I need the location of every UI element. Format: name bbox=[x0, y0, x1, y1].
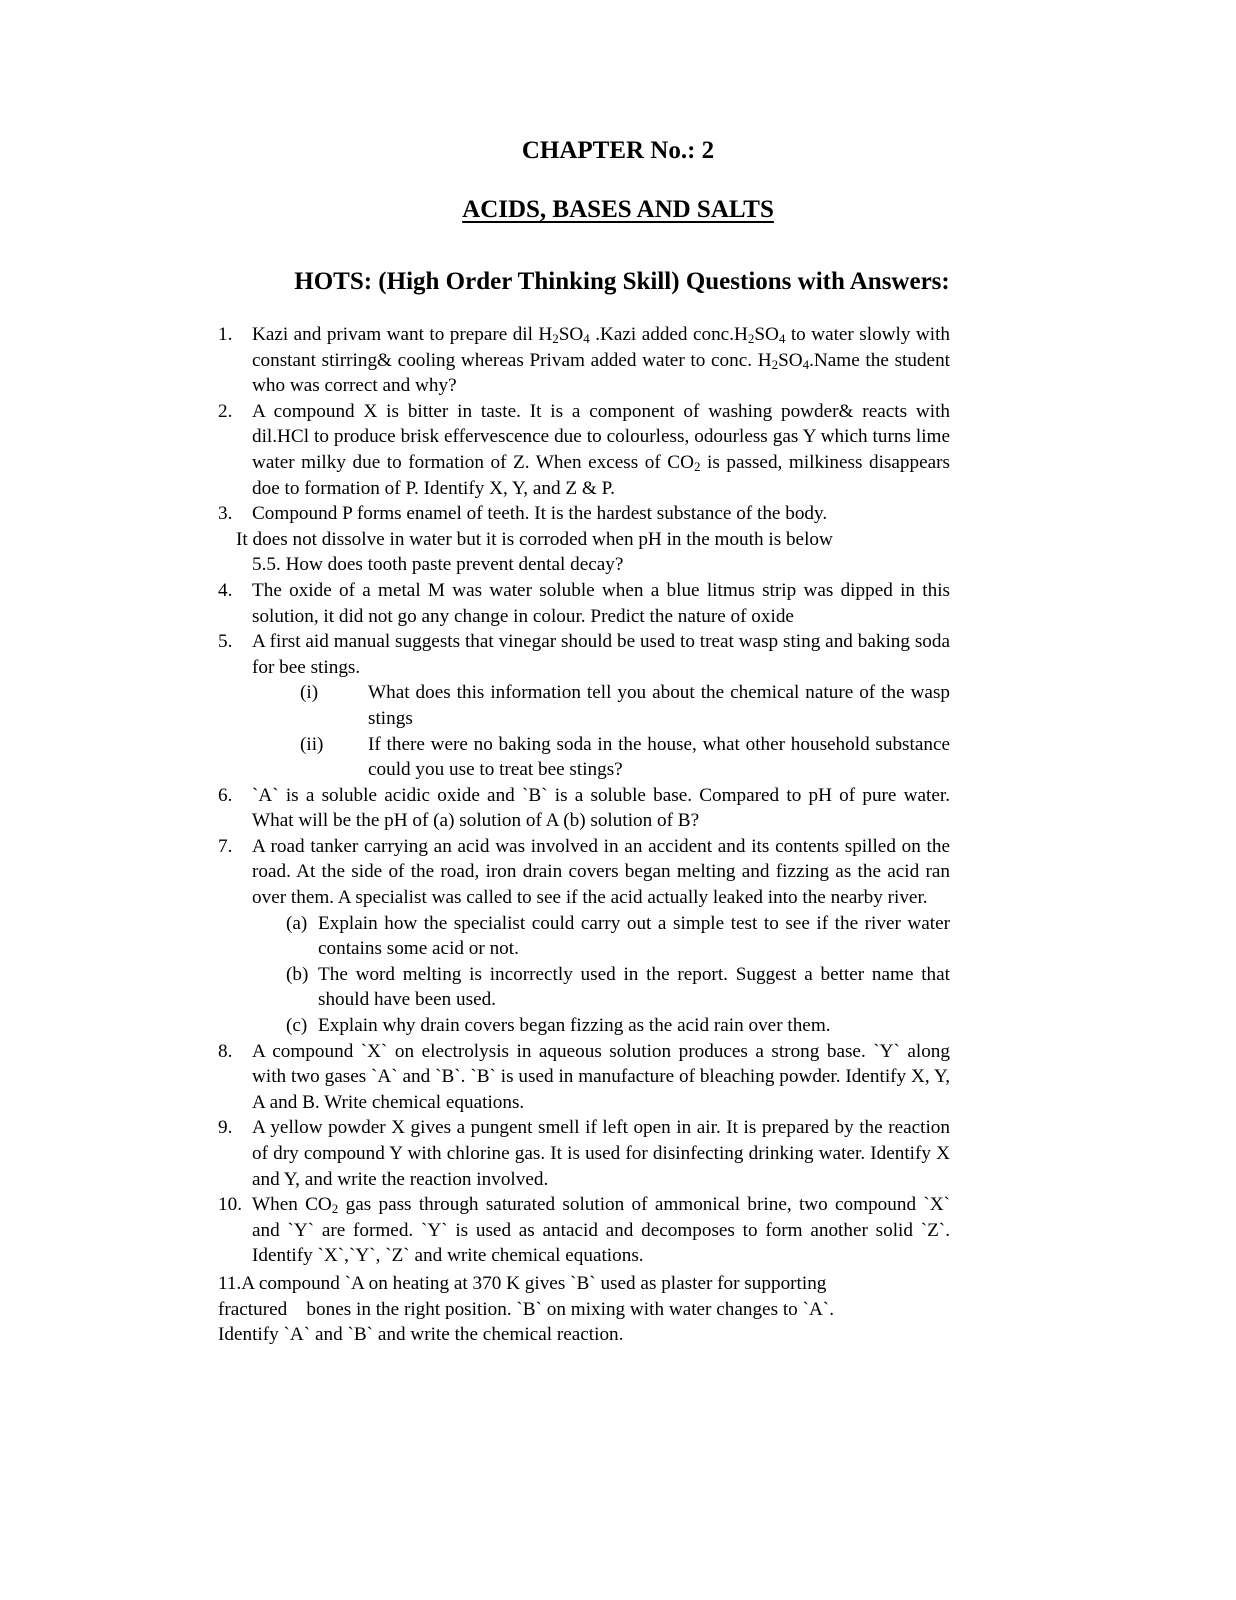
question-number: 3. bbox=[218, 503, 233, 525]
chapter-heading: CHAPTER No.: 2 bbox=[521, 137, 715, 164]
question-text: .Kazi added conc.H bbox=[589, 324, 748, 345]
question-5-part-i bbox=[218, 680, 950, 731]
question-1 bbox=[218, 322, 950, 399]
question-text-line: 5.5. How does tooth paste prevent dental decay? bbox=[252, 554, 624, 576]
question-number: 10. bbox=[218, 1194, 242, 1216]
question-number: 1. bbox=[218, 324, 233, 345]
question-text: A road tanker carrying an acid was involved in an accident and its contents spilled on the road. At the side of the road, iron drain covers began melting and fizzing as the acid ran over them. A specialist was called to see if the acid actually leaked into the nearby river. bbox=[252, 835, 950, 909]
question-text: SO bbox=[754, 324, 779, 345]
question-number: 8. bbox=[218, 1040, 233, 1062]
question-text-line: Compound P forms enamel of teeth. It is the hardest substance of the body. bbox=[252, 503, 828, 525]
subscript: 2 bbox=[552, 331, 559, 346]
question-2 bbox=[218, 399, 950, 501]
topic-title: ACIDS, BASES AND SALTS bbox=[462, 196, 774, 223]
question-text: `A` is a soluble acidic oxide and `B` is a soluble base. Compared to pH of pure water. What will be the pH of (a) solution of A (b) solution of B? bbox=[252, 784, 950, 832]
subscript: 2 bbox=[331, 1201, 339, 1217]
question-4 bbox=[218, 578, 950, 629]
question-text-line: Identify `A` and `B` and write the chemical reaction. bbox=[218, 1324, 624, 1346]
question-number: 5. bbox=[218, 631, 233, 653]
part-number: (a) bbox=[286, 912, 308, 934]
part-number: (i) bbox=[300, 682, 319, 704]
question-7-part-b bbox=[218, 962, 950, 1013]
question-number: 9. bbox=[218, 1117, 233, 1139]
question-number: 2. bbox=[218, 400, 233, 422]
question-text: Kazi and privam want to prepare dil H bbox=[252, 324, 553, 345]
subscript: 2 bbox=[747, 331, 755, 346]
question-text-line: fractured bones in the right position. `B` on mixing with water changes to `A`. bbox=[218, 1298, 834, 1320]
part-text: Explain how the specialist could carry out a simple test to see if the river water contains some acid or not. bbox=[318, 912, 950, 960]
part-number: (c) bbox=[286, 1015, 308, 1037]
subscript: 2 bbox=[693, 458, 701, 474]
question-text: A yellow powder X gives a pungent smell if left open in air. It is prepared by the reaction of dry compound Y with chlorine gas. It is used for disinfecting drinking water. Identify X and Y, and write the reaction involved. bbox=[252, 1117, 950, 1190]
question-text: When CO bbox=[252, 1194, 332, 1216]
question-8 bbox=[218, 1039, 950, 1116]
question-7 bbox=[218, 834, 950, 911]
question-list bbox=[218, 322, 950, 1348]
question-5 bbox=[218, 629, 950, 680]
question-6 bbox=[218, 783, 950, 834]
part-number: (ii) bbox=[300, 733, 324, 755]
question-text: A first aid manual suggests that vinegar should be used to treat wasp sting and baking soda for bee stings. bbox=[252, 631, 950, 678]
question-text: SO bbox=[778, 349, 803, 371]
question-7-part-a bbox=[218, 911, 950, 962]
question-3 bbox=[218, 501, 950, 578]
question-number: 6. bbox=[218, 784, 233, 806]
question-text: to water slowly with constant stirring& cooling whereas Privam added water to conc. H bbox=[252, 324, 951, 371]
question-7-part-c bbox=[218, 1013, 950, 1039]
question-9 bbox=[218, 1115, 950, 1192]
part-text: What does this information tell you about the chemical nature of the wasp stings bbox=[368, 682, 950, 729]
subscript: 4 bbox=[778, 331, 786, 346]
question-text: gas pass through saturated solution of ammonical brine, two compound `X` and `Y` are formed. `Y` is used as antacid and decomposes to form another solid `Z`. Identify `X`,`Y`, `Z` and write chemical equations. bbox=[252, 1194, 950, 1267]
question-text: A compound X is bitter in taste. It is a component of washing powder& reacts with dil.HCl to produce brisk effervescence due to colourless, odourless gas Y which turns lime water milky due to formation of Z. When excess of CO bbox=[252, 400, 950, 473]
topic-heading bbox=[0, 196, 1236, 224]
question-10 bbox=[218, 1192, 950, 1269]
question-text: A compound `X` on electrolysis in aqueous solution produces a strong base. `Y` along with two gases `A` and `B`. `B` is used in manufacture of bleaching powder. Identify X, Y, A and B. Write chemical equations. bbox=[252, 1040, 950, 1113]
part-text: Explain why drain covers began fizzing as the acid rain over them. bbox=[318, 1015, 831, 1037]
part-text: If there were no baking soda in the house, what other household substance could you use to treat bee stings? bbox=[368, 733, 950, 781]
hots-heading: HOTS: (High Order Thinking Skill) Questions with Answers: bbox=[294, 268, 950, 295]
question-number: 4. bbox=[218, 579, 233, 601]
question-11 bbox=[218, 1271, 950, 1348]
question-text-line: 11.A compound `A on heating at 370 K gives `B` used as plaster for supporting bbox=[218, 1272, 827, 1294]
question-text-line: It does not dissolve in water but it is corroded when pH in the mouth is below bbox=[236, 528, 833, 550]
subscript: 4 bbox=[583, 331, 590, 346]
question-text: is passed, milkiness disappears doe to formation of P. Identify X, Y, and Z & P. bbox=[252, 451, 950, 499]
question-5-part-ii bbox=[218, 732, 950, 783]
part-number: (b) bbox=[286, 963, 309, 985]
question-number: 7. bbox=[218, 835, 233, 857]
subscript: 4 bbox=[802, 356, 810, 372]
question-text: The oxide of a metal M was water soluble when a blue litmus strip was dipped in this solution, it did not go any change in colour. Predict the nature of oxide bbox=[252, 579, 950, 627]
part-text: The word melting is incorrectly used in the report. Suggest a better name that should have been used. bbox=[318, 963, 950, 1011]
question-text: .Name the student who was correct and why? bbox=[252, 349, 950, 397]
subscript: 2 bbox=[771, 356, 779, 372]
question-text: SO bbox=[558, 324, 584, 345]
